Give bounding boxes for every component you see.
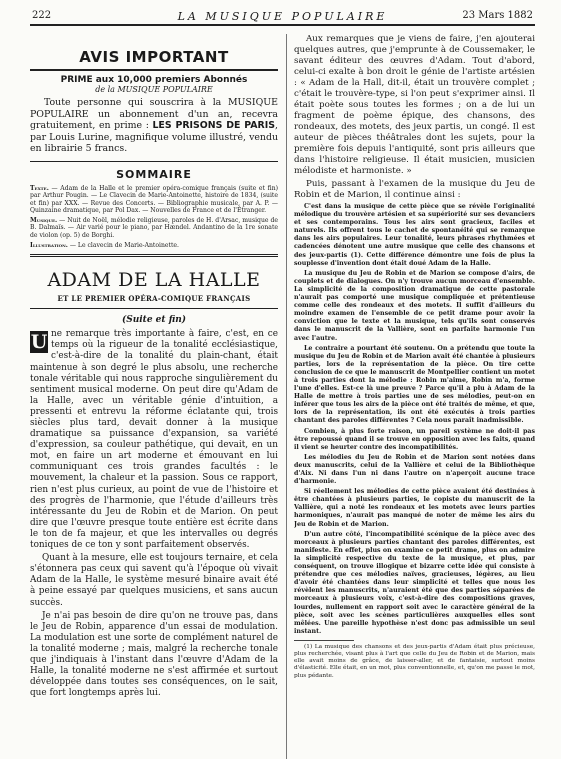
left-column (30, 34, 278, 759)
quoted-paragraph-1: C'est dans la musique de cette pièce que se révèle l'originalité mélodique du trouvère artésien et sa supériorité sur ses devanciers et ses contemporains. Tous les airs sont gracieux, faciles et naturels. Ils offrent tous le cachet de spontanéité qui se remarque dans les airs populaires. Leur tonalité, leurs phrases rhythmées et cadencées dénotent une autre musique que celle des chansons et des jeux-partis (1). Cette différence démontre une fois de plus la souplesse d'invention dont était doué Adam de la Halle. (294, 203, 535, 267)
prime-line: PRIME aux 10,000 premiers Abonnés (60, 75, 248, 85)
article-paragraph-5: Puis, passant à l'examen de la musique du Jeu de Robin et de Marion, il continue ainsi : (294, 179, 535, 200)
sommaire-title: SOMMAIRE (116, 167, 192, 181)
announcement-text-c: , par Louis Lurine, magnifique volume illustré, vendu en librairie 5 francs. (30, 120, 278, 154)
quoted-paragraph-6: Si réellement les mélodies de cette pièce avaient été destinées à être chantées à plusieurs parties, le copiste du manuscrit de la Vallière, qui a noté les rondeaux et les motets avec leurs parties harmoniques, n'aurait pas manqué de noter de même les airs du Jeu de Robin et de Marion. (294, 488, 535, 528)
sommaire-illustration (30, 242, 278, 250)
article-paragraph-4: Aux remarques que je viens de faire, j'en ajouterai quelques autres, que j'emprunte à de Coussemaker, le savant éditeur des œuvres d'Adam. Tout d'abord, celui-ci exalte à bon droit le génie de l'artiste artésien : « Adam de la Hall, dit-il, était un trouvère complet ; c'était le trouvère-type, si l'on peut s'exprimer ainsi. Il était poète sous toutes les formes ; on a de lui un fragment de poème épique, des chansons, des rondeaux, des motets, des jeux partis, un congé. Il est auteur de pièces théâtrales dont les sujets, pour la première fois depuis l'antiquité, sont pris ailleurs que dans l'histoire religieuse. Il était musicien, musicien mélodiste et harmoniste. » (294, 34, 535, 176)
running-header (30, 6, 535, 36)
sommaire-musique (30, 217, 278, 240)
quoted-paragraph-5: Les mélodies du Jeu de Robin et de Marion sont notées dans deux manuscrits, celui de la Vallière et celui de la Bibliothèque d'Aix. Ni dans l'un ni dans l'autre on n'aperçoit aucune trace d'harmonie. (294, 453, 535, 486)
quoted-paragraph-2: La musique du Jeu de Robin et de Marion se compose d'airs, de couplets et de dialogues. On n'y trouve aucun morceau d'ensemble. La simplicité de la composition dramatique de cette pastorale n'aurait pas comporté une musique compliquée et prétentieuse comme celle des rondeaux et des motets. Il suffit d'ailleurs du moindre examen de l'ensemble de ce petit drame pour avoir la conviction que le texte et la musique, tels qu'ils sont conservés dans le manuscrit de la Vallière, sont en parfaite harmonie l'un avec l'autre. (294, 269, 535, 342)
article-subtitle: ET LE PREMIER OPÉRA-COMIQUE FRANÇAIS (57, 294, 251, 304)
announcement-text-a: Toute personne qui souscrira à la MUSIQUE POPULAIRE un abonnement d'un an, recevra gratuitement, en prime : (30, 97, 278, 131)
article-paragraph-3: Je n'ai pas besoin de dire qu'on ne trouve pas, dans le Jeu de Robin, apparence d'un essai de modulation. La modulation est une sorte de complément naturel de la tonalité moderne ; mais, malgré la recherche tonale que j'indiquais à l'instant dans l'œuvre d'Adam de la Halle, la tonalité moderne ne s'est affirmée et surtout développée dans toutes ses conséquences, on le sait, que fort longtemps après lui. (30, 610, 278, 699)
quoted-paragraph-3: Le contraire a pourtant été soutenu. On a prétendu que toute la musique du Jeu de Robin et de Marion avait été chantée à plusieurs parties, lors de la représentation de la pièce. On tire cette conclusion de ce que le manuscrit de Montpellier contient un motet à trois parties dont la mélodie : Robin m'aime, Robin m'a, forme l'une d'elles. Est-ce là une preuve ? Parce qu'il a plu à Adam de la Halle de mettre à trois parties une de ses mélodies, peut-on en inférer que tous les airs de la pièce ont été traités de même, et que, lors de la représentation, ils ont été exécutés à trois parties chantant des paroles différentes ? Cela nous paraît inadmissible. (294, 344, 535, 425)
announcement-text (30, 97, 278, 155)
sommaire-texte-body: — Adam de la Halle et le premier opéra-comique français (suite et fin) par Arthur Pougin. — Le Clavecin de Marie-Antoinette, histoire de 1834, (suite et fin) par XXX. — Revue des Concerts. — Bibliographie musicale, par A. P. — Quinzaine dramatique, par Pol Dax. — Nouvelles de France et de l'Étranger. (30, 184, 278, 215)
sommaire-musique-body: — Nuit de Noël, mélodie religieuse, paroles de H. d'Arsac, musique de B. Dalmaïs. — Air varié pour le piano, par Hændel. Andantino de la 1re sonate de violon (op. 5) de Borghi. (30, 216, 278, 240)
article-title: ADAM DE LA HALLE (47, 269, 261, 292)
quoted-paragraph-4: Combien, à plus forte raison, un pareil système ne doit-il pas être repoussé quand il se trouve en opposition avec les faits, quand il vient se heurter contre des incompatibilités. (294, 427, 535, 451)
drop-cap: U (30, 331, 48, 354)
divider (30, 308, 278, 309)
page-number: 222 (32, 10, 52, 21)
sommaire-texte (30, 185, 278, 215)
journal-title: LA MUSIQUE POPULAIRE (177, 10, 388, 23)
article-continuation: (Suite et fin) (121, 315, 187, 326)
sommaire-musique-label: Musique. (30, 216, 58, 224)
sommaire-illustration-body: — Le clavecin de Marie-Antoinette. (67, 241, 179, 249)
divider (30, 161, 278, 162)
footnote: (1) La musique des chansons et des jeux-partis d'Adam était plus précieuse, plus recherchée, visant plus à l'art que celle du Jeu de Robin et de Marion, mais elle avait moins de grâce, de laisser-aller, et de fantaisie, surtout moins d'élasticité. Elle était, en un mot, plus conventionnelle, et, qu'on me passe le mot, plus pédante. (294, 643, 535, 679)
announcement-title: AVIS IMPORTANT (30, 48, 278, 71)
quoted-paragraph-7: D'un autre côté, l'incompatibilité scénique de la pièce avec des morceaux à plusieurs parties chantant des paroles différentes, est manifeste. En effet, plus on examine ce petit drame, plus on admire la simplicité respective du texte de la musique, et plus, par conséquent, on trouve illogique et bizarre cette idée qui consiste à prétendre que ces mélodies naïves, gracieuses, légères, au lieu d'avoir été chantées dans leur simplicité et telles que nous les révèlent les manuscrits, n'auraient été que des parties séparées de morceaux à plusieurs voix, c'est-à-dire des compositions graves, lourdes, nullement en rapport soit avec le caractère général de la pièce, soit avec les scènes particulières auxquelles elles sont mêlées. Une pareille hypothèse n'est donc pas admissible un seul instant. (294, 530, 535, 635)
footnote-rule (294, 640, 354, 641)
divider-double (30, 254, 278, 257)
column-separator (286, 34, 287, 759)
header-rule (30, 24, 535, 26)
prime-subline: de la MUSIQUE POPULAIRE (95, 85, 213, 94)
sommaire-texte-label: Texte. (30, 184, 49, 192)
article-paragraph (30, 329, 278, 551)
article-paragraph-1: ne remarque très importante à faire, c'est, en ce temps où la rigueur de la tonalité ecclésiastique, c'est-à-dire de la tonalité du plain-chant, était maintenue à son degré le plus absolu, une recherche tonale véritable qui nous rapproche singulièrement du sentiment musical moderne. On peut dire qu'Adam de la Halle, avec un véritable génie d'intuition, a pressenti et entrevu la réforme éclatante qui, trois siècles plus tard, devait donner à la musique dramatique sa puissance d'expansion, sa variété d'expression, sa couleur pathétique, qui devait, en un mot, en faire un art moderne et émouvant en lui communiquant ces trois grandes facultés : le mouvement, la chaleur et la passion. Sous ce rapport, rien n'est plus curieux, au point de vue de l'histoire et des progrès de l'harmonie, que l'étude d'ailleurs très intéressante du Jeu de Robin et de Marion. On peut dire que l'œuvre presque toute entière est écrite dans le ton de fa majeur, et que les intervalles ou degrés toniques de ce ton y sont parfaitement observés. (30, 329, 278, 551)
sommaire-illustration-label: Illustration. (30, 241, 68, 249)
right-column (294, 34, 535, 759)
issue-date: 23 Mars 1882 (462, 10, 533, 21)
announcement-book-title: LES PRISONS DE PARIS (152, 120, 276, 131)
article-paragraph-2: Quant à la mesure, elle est toujours ternaire, et cela s'étonnera pas ceux qui savent qu'à l'époque où vivait Adam de la Halle, le système mesuré binaire avait été à peine essayé par quelques musiciens, et sans aucun succès. (30, 553, 278, 608)
